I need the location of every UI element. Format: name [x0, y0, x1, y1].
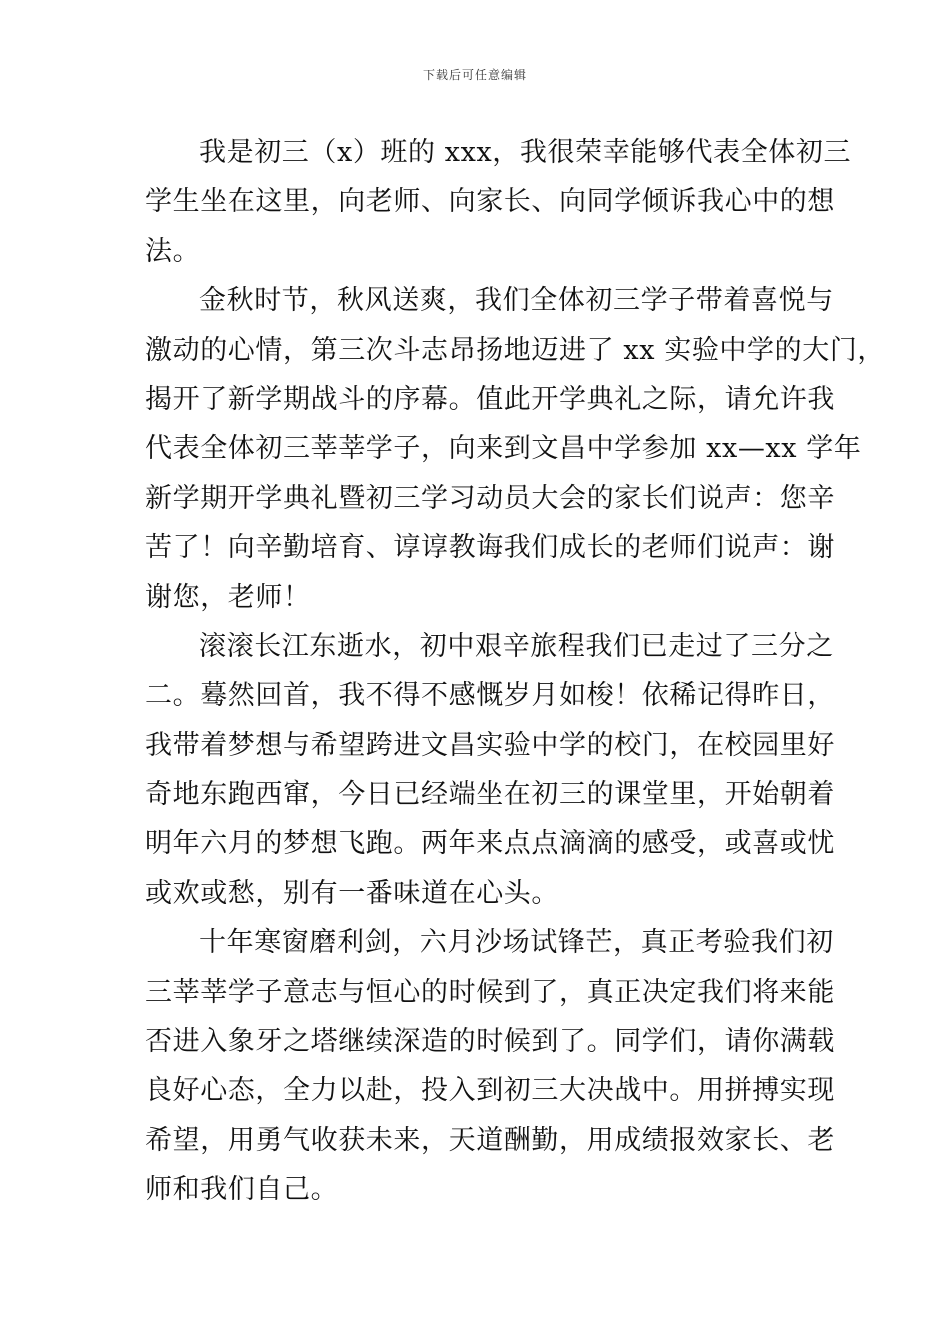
paragraph-line: 师和我们自己。 — [145, 1174, 339, 1206]
paragraph-line: 良好心态，全力以赴，投入到初三大决战中。用拼搏实现 — [145, 1075, 835, 1107]
paragraph-line: 滚滚长江东逝水，初中艰辛旅程我们已走过了三分之 — [199, 630, 834, 662]
document-body — [145, 128, 886, 1215]
page-header: 下载后可任意编辑 — [422, 68, 527, 82]
paragraph-line: 苦了！向辛勤培育、谆谆教诲我们成长的老师们说声：谢 — [145, 532, 835, 564]
paragraph-3 — [145, 622, 835, 918]
paragraph-line: 学生坐在这里，向老师、向家长、向同学倾诉我心中的想 — [145, 186, 835, 218]
paragraph-2 — [145, 276, 886, 622]
paragraph-line: 新学期开学典礼暨初三学习动员大会的家长们说声：您辛 — [145, 482, 835, 514]
paragraph-line: 希望，用勇气收获未来，天道酬勤，用成绩报效家长、老 — [145, 1124, 835, 1156]
paragraph-line: 否进入象牙之塔继续深造的时候到了。同学们，请你满载 — [145, 1026, 835, 1058]
paragraph-line: 我带着梦想与希望跨进文昌实验中学的校门，在校园里好 — [145, 729, 835, 761]
paragraph-4 — [145, 918, 835, 1214]
paragraph-line: 谢您，老师！ — [145, 581, 311, 613]
paragraph-line: 我是初三（x）班的 xxx，我很荣幸能够代表全体初三 — [199, 137, 852, 168]
paragraph-line: 代表全体初三莘莘学子，向来到文昌中学参加 xx—xx 学年 — [145, 433, 862, 465]
paragraph-line: 揭开了新学期战斗的序幕。值此开学典礼之际，请允许我 — [145, 383, 835, 415]
paragraph-line: 金秋时节，秋风送爽，我们全体初三学子带着喜悦与 — [199, 285, 834, 317]
paragraph-line: 激动的心情，第三次斗志昂扬地迈进了 xx 实验中学的大门， — [145, 334, 886, 366]
paragraph-line: 法。 — [145, 235, 201, 267]
paragraph-line: 奇地东跑西窜，今日已经端坐在初三的课堂里，开始朝着 — [145, 779, 835, 811]
paragraph-line: 三莘莘学子意志与恒心的时候到了，真正决定我们将来能 — [145, 976, 835, 1008]
paragraph-line: 二。蓦然回首，我不得不感慨岁月如梭！依稀记得昨日， — [145, 680, 835, 712]
paragraph-1 — [145, 128, 852, 276]
paragraph-line: 十年寒窗磨利剑，六月沙场试锋芒，真正考验我们初 — [199, 927, 834, 959]
paragraph-line: 明年六月的梦想飞跑。两年来点点滴滴的感受，或喜或忧 — [145, 828, 835, 860]
paragraph-line: 或欢或愁，别有一番味道在心头。 — [145, 877, 559, 909]
